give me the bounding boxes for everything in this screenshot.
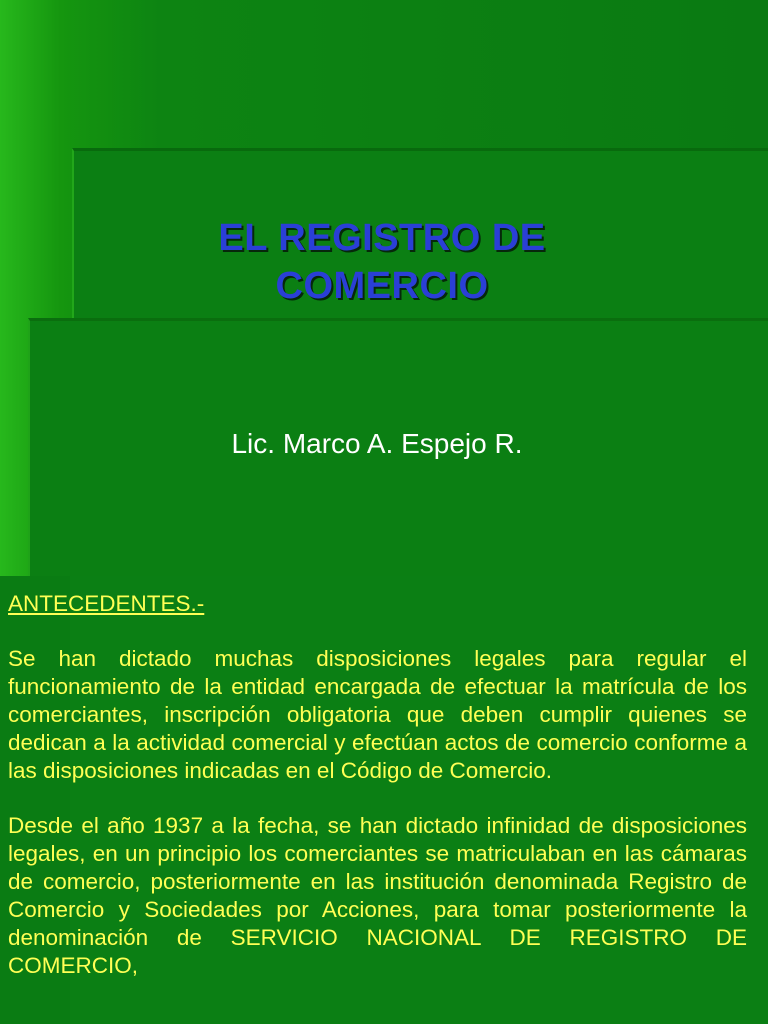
title-line-1: EL REGISTRO DE (218, 217, 546, 259)
author-name: Lic. Marco A. Espejo R. (231, 428, 523, 459)
slide-title (0, 214, 764, 310)
paragraph-1: Se han dictado muchas disposiciones legales para regular el funcionamiento de la entidad encargada de efectuar la matrícula de los comerciantes, inscripción obligatoria que deben cumplir quienes se dedican a la actividad comercial y efectúan actos de comercio conforme a las disposiciones indicadas en el Código de Comercio. (8, 646, 747, 783)
section-heading: ANTECEDENTES.- (8, 591, 205, 616)
slide-content (8, 590, 747, 1007)
title-line-2: COMERCIO (275, 265, 489, 307)
paragraph-2: Desde el año 1937 a la fecha, se han dictado infinidad de disposiciones legales, en un principio los comerciantes se matriculaban en las cámaras de comercio, posteriormente en las institución denominada Registro de Comercio y Sociedades por Acciones, para tomar posteriormente la denominación de SERVICIO NACIONAL DE REGISTRO DE COMERCIO, (8, 813, 747, 978)
content-slide (0, 576, 768, 1024)
